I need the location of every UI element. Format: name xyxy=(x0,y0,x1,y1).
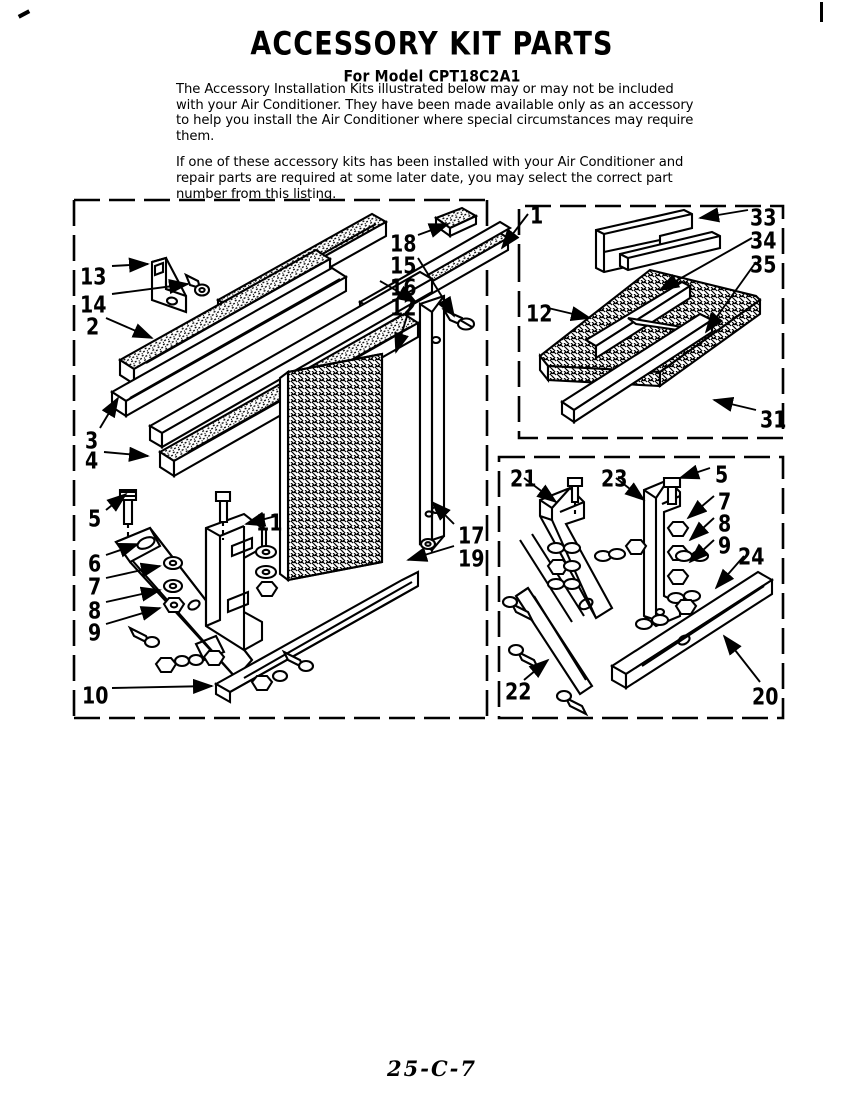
callout-16: 16 xyxy=(390,274,417,302)
callout-17: 17 xyxy=(458,522,485,550)
intro-paragraph-1: The Accessory Installation Kits illustrated below may or may not be included with your Air Conditioner. They have been made available only as an accessory to help you install the Air Conditioner where special circumstances may require them. xyxy=(176,82,694,144)
part-15-screw xyxy=(444,310,474,330)
model-subtitle: For Model CPT18C2A1 xyxy=(343,68,521,86)
callout-7-right: 7 xyxy=(718,488,732,516)
part-16-vertical-channel xyxy=(420,296,444,550)
callout-15: 15 xyxy=(390,252,417,280)
callout-5-left: 5 xyxy=(88,505,102,533)
callout-14: 14 xyxy=(80,291,107,319)
callout-10: 10 xyxy=(82,682,109,710)
parts-789-washer-stack xyxy=(164,557,184,612)
page-marking: 25-C-7 xyxy=(387,1056,477,1081)
part-18-block xyxy=(436,208,476,236)
callout-35: 35 xyxy=(750,251,777,279)
callout-23: 23 xyxy=(601,465,628,493)
callout-18: 18 xyxy=(390,230,417,258)
part-789-stack-right xyxy=(668,522,708,603)
callout-1: 1 xyxy=(530,202,544,230)
callout-21: 21 xyxy=(510,465,537,493)
callout-2: 2 xyxy=(86,313,100,341)
callout-24: 24 xyxy=(738,543,765,571)
part-12-filter-panel xyxy=(280,354,382,580)
callout-33: 33 xyxy=(750,204,777,232)
callout-7-left: 7 xyxy=(88,573,102,601)
part-24-rail xyxy=(612,572,772,688)
callout-11: 11 xyxy=(256,509,283,537)
callout-5-right: 5 xyxy=(715,461,729,489)
callout-19: 19 xyxy=(458,545,485,573)
callout-4: 4 xyxy=(85,447,99,475)
callout-6: 6 xyxy=(88,550,102,578)
callout-13: 13 xyxy=(80,263,107,291)
callout-12-upper-right: 12 xyxy=(526,300,553,328)
callout-22: 22 xyxy=(505,678,532,706)
part-14-screw xyxy=(186,275,209,296)
callout-9-left: 9 xyxy=(88,619,102,647)
lower-right-washer-stack-a xyxy=(548,543,580,589)
callout-3: 3 xyxy=(85,427,99,455)
page-title: ACCESSORY KIT PARTS xyxy=(250,26,614,63)
callout-8-left: 8 xyxy=(88,597,102,625)
intro-paragraph-2: If one of these accessory kits has been installed with your Air Conditioner and repair parts are required at some later date, you may select the correct part number from this listing. xyxy=(176,155,684,202)
callout-34: 34 xyxy=(750,227,777,255)
callout-12: 12 xyxy=(390,294,417,322)
part-19-fastener xyxy=(421,539,435,549)
callout-8-right: 8 xyxy=(718,510,732,538)
callout-31: 31 xyxy=(760,406,787,434)
callout-20: 20 xyxy=(752,683,779,711)
lower-right-washer-stack-b xyxy=(595,540,646,561)
callout-9-right: 9 xyxy=(718,532,732,560)
part-11-c-bracket xyxy=(206,514,262,650)
